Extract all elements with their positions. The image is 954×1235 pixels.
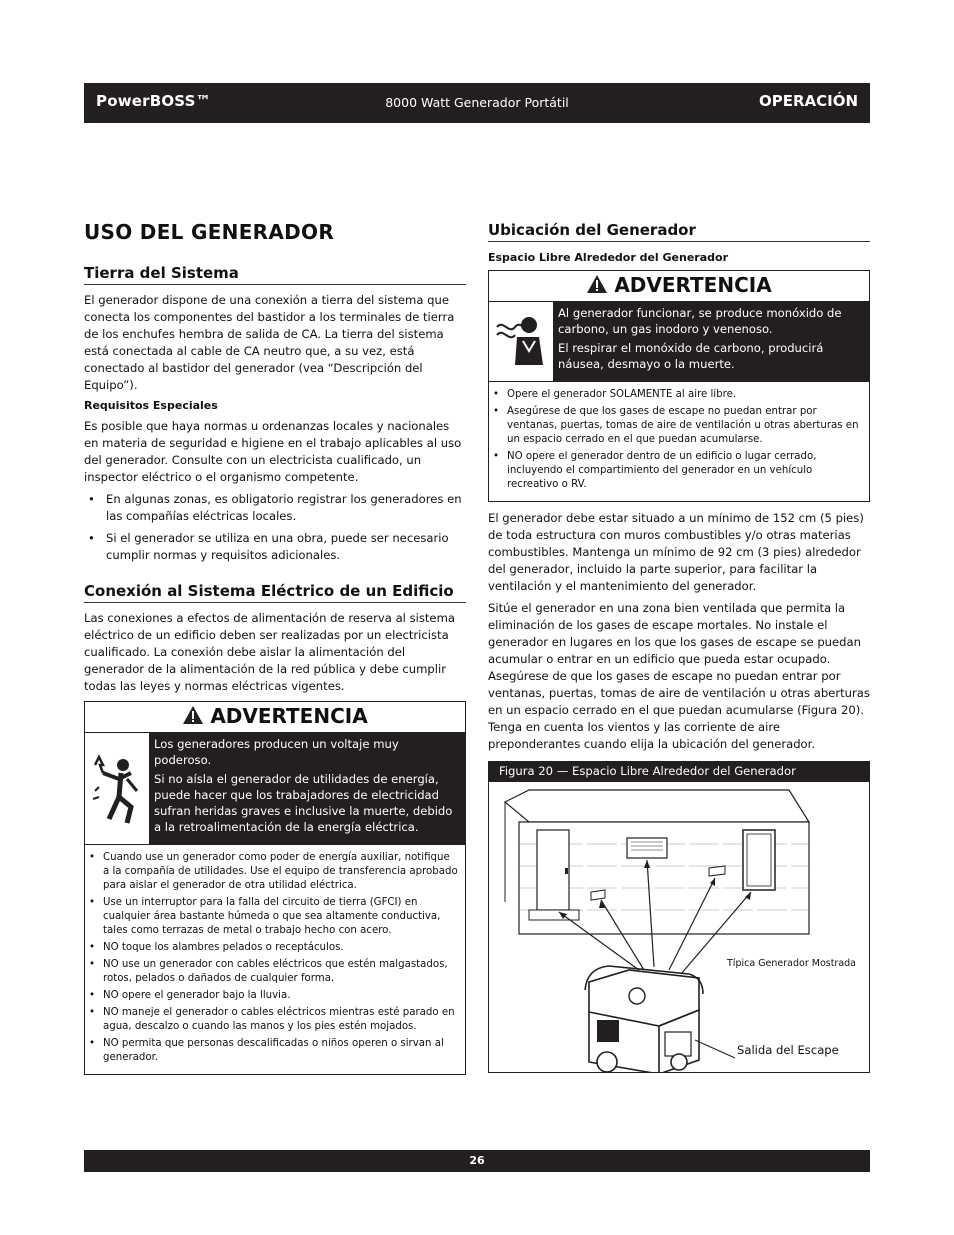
list-item: • Cuando use un generador como poder de energía auxiliar, notifique a la compañía de utilidades. Use el equipo de transferencia aprobado para aislar el generador de otra utilidad eléctrica.	[85, 851, 459, 893]
conexion-paragraph: Las conexiones a efectos de alimentación de reserva al sistema eléctrico de un edificio deben ser realizadas por un electricista cualificado. La conexión debe aislar la alimentación del generador de la alimentación de la red pública y debe cumplir todas las leyes y normas eléctricas vigentes.	[84, 611, 455, 693]
figure-caption: Figura 20 — Espacio Libre Alrededor del Generador	[489, 762, 869, 782]
warning-triangle-icon	[586, 274, 608, 299]
page-title: USO DEL GENERADOR	[84, 220, 335, 244]
subheading-espacio: Espacio Libre Alrededor del Generador	[488, 251, 729, 264]
generator-clearance-illustration	[489, 782, 869, 1072]
brand-name: PowerBOSS™	[96, 92, 211, 110]
heading-ubicacion: Ubicación del Generador	[488, 221, 870, 242]
requisitos-list	[84, 491, 466, 564]
page-header	[84, 83, 870, 123]
list-item: • NO use un generador con cables eléctricos que estén malgastados, rotos, pelados o dañados de cualquier forma.	[85, 958, 459, 986]
right-column	[488, 215, 870, 1073]
warning-line: Si no aísla el generador de utilidades de energía, puede hacer que los trabajadores de electricidad sufran heridas graves e inclusive la muerte, debido a la retroalimentación de la energía eléctrica.	[154, 772, 453, 834]
list-item: • Asegúrese de que los gases de escape no puedan entrar por ventanas, puertas, tomas de aire de ventilación u otras aberturas en un espacio cerrado en el que puedan acumularse.	[489, 405, 863, 447]
toxic-fumes-icon	[489, 302, 553, 381]
requisitos-paragraph: Es posible que haya normas u ordenanzas locales y nacionales en materia de seguridad e higiene en el trabajo aplicables al uso del generador. Consulte con un electricista cualificado, un inspector eléctrico o el organismo competente.	[84, 419, 462, 484]
heading-tierra: Tierra del Sistema	[84, 264, 466, 285]
label-typical-generator: Típica Generador Mostrada	[727, 958, 857, 969]
warning-list	[85, 844, 465, 1074]
ventilation-paragraph: Sitúe el generador en una zona bien ventilada que permita la eliminación de los gases de escape mortales. No instale el generador en lugares en los que los gases de escape se puedan acumular o entrar en un edificio que pueda estar ocupado. Asegúrese de que los gases de escape no puedan entrar por ventanas, puertas, tomas de aire de ventilación u otras aberturas en un espacio cerrado en el que puedan acumularse (Figura 20). Tenga en cuenta los vientos y las corriente de aire preponderantes cuando elija la ubicación del generador.	[488, 601, 870, 751]
clearance-paragraph: El generador debe estar situado a un mínimo de 152 cm (5 pies) de toda estructura con muros combustibles y/o otras materias combustibles. Mantenga un mínimo de 92 cm (3 pies) alrededor del generador, incluido la parte superior, para facilitar la ventilación y el mantenimiento del generador.	[488, 511, 864, 593]
list-item: • NO permita que personas descalificadas o niños operen o sirvan al generador.	[85, 1037, 459, 1065]
electrocution-icon	[85, 733, 149, 844]
list-item: • Si el generador se utiliza en una obra, puede ser necesario cumplir normas y requisitos adicionales.	[84, 530, 466, 564]
subheading-requisitos: Requisitos Especiales	[84, 399, 218, 412]
list-item: • NO maneje el generador o cables eléctricos mientras esté parado en agua, descalzo o cuando las manos y los pies estén mojados.	[85, 1006, 459, 1034]
list-item: • NO opere el generador bajo la lluvia.	[85, 989, 459, 1003]
list-item: • NO toque los alambres pelados o receptáculos.	[85, 941, 459, 955]
list-item: • Opere el generador SOLAMENTE al aire libre.	[489, 388, 863, 402]
page-number: 26	[469, 1154, 485, 1167]
page-footer	[84, 1150, 870, 1172]
warning-title-text: ADVERTENCIA	[210, 704, 368, 728]
heading-conexion: Conexión al Sistema Eléctrico de un Edificio	[84, 582, 466, 603]
tierra-paragraph: El generador dispone de una conexión a tierra del sistema que conecta los componentes del bastidor a los terminales de tierra de los enchufes hembra de salida de CA. La tierra del sistema está conectada al cable de CA neutro que, a su vez, está conectado al bastidor del generador (vea “Descripción del Equipo”).	[84, 293, 455, 392]
warning-box-electrical	[84, 701, 466, 1075]
list-item: • NO opere el generador dentro de un edificio o lugar cerrado, incluyendo el compartimiento del generador en un vehículo recreativo o RV.	[489, 450, 863, 492]
label-exhaust-outlet: Salida del Escape	[737, 1043, 839, 1057]
figure-20	[488, 761, 870, 1073]
list-item: • Use un interruptor para la falla del circuito de tierra (GFCI) en cualquier área bastante húmeda o que sea altamente conductiva, tales como terrazas de metal o trabajo hecho con acero.	[85, 896, 459, 938]
warning-list	[489, 381, 869, 501]
warning-title-text: ADVERTENCIA	[614, 273, 772, 297]
list-item: • En algunas zonas, es obligatorio registrar los generadores en las compañías eléctricas locales.	[84, 491, 466, 525]
warning-line: El respirar el monóxido de carbono, producirá náusea, desmayo o la muerte.	[558, 341, 824, 371]
warning-main	[489, 301, 869, 381]
warning-title	[85, 702, 465, 732]
left-column	[84, 215, 466, 1083]
warning-triangle-icon	[182, 705, 204, 730]
warning-box-co	[488, 270, 870, 502]
product-title: 8000 Watt Generador Portátil	[385, 95, 569, 110]
warning-dark-panel	[553, 302, 869, 381]
warning-main	[85, 732, 465, 844]
warning-title	[489, 271, 869, 301]
warning-dark-panel	[149, 733, 465, 844]
warning-line: Los generadores producen un voltaje muy poderoso.	[154, 737, 399, 767]
warning-line: Al generador funcionar, se produce monóxido de carbono, un gas inodoro y venenoso.	[558, 306, 842, 336]
section-title: OPERACIÓN	[758, 92, 858, 110]
